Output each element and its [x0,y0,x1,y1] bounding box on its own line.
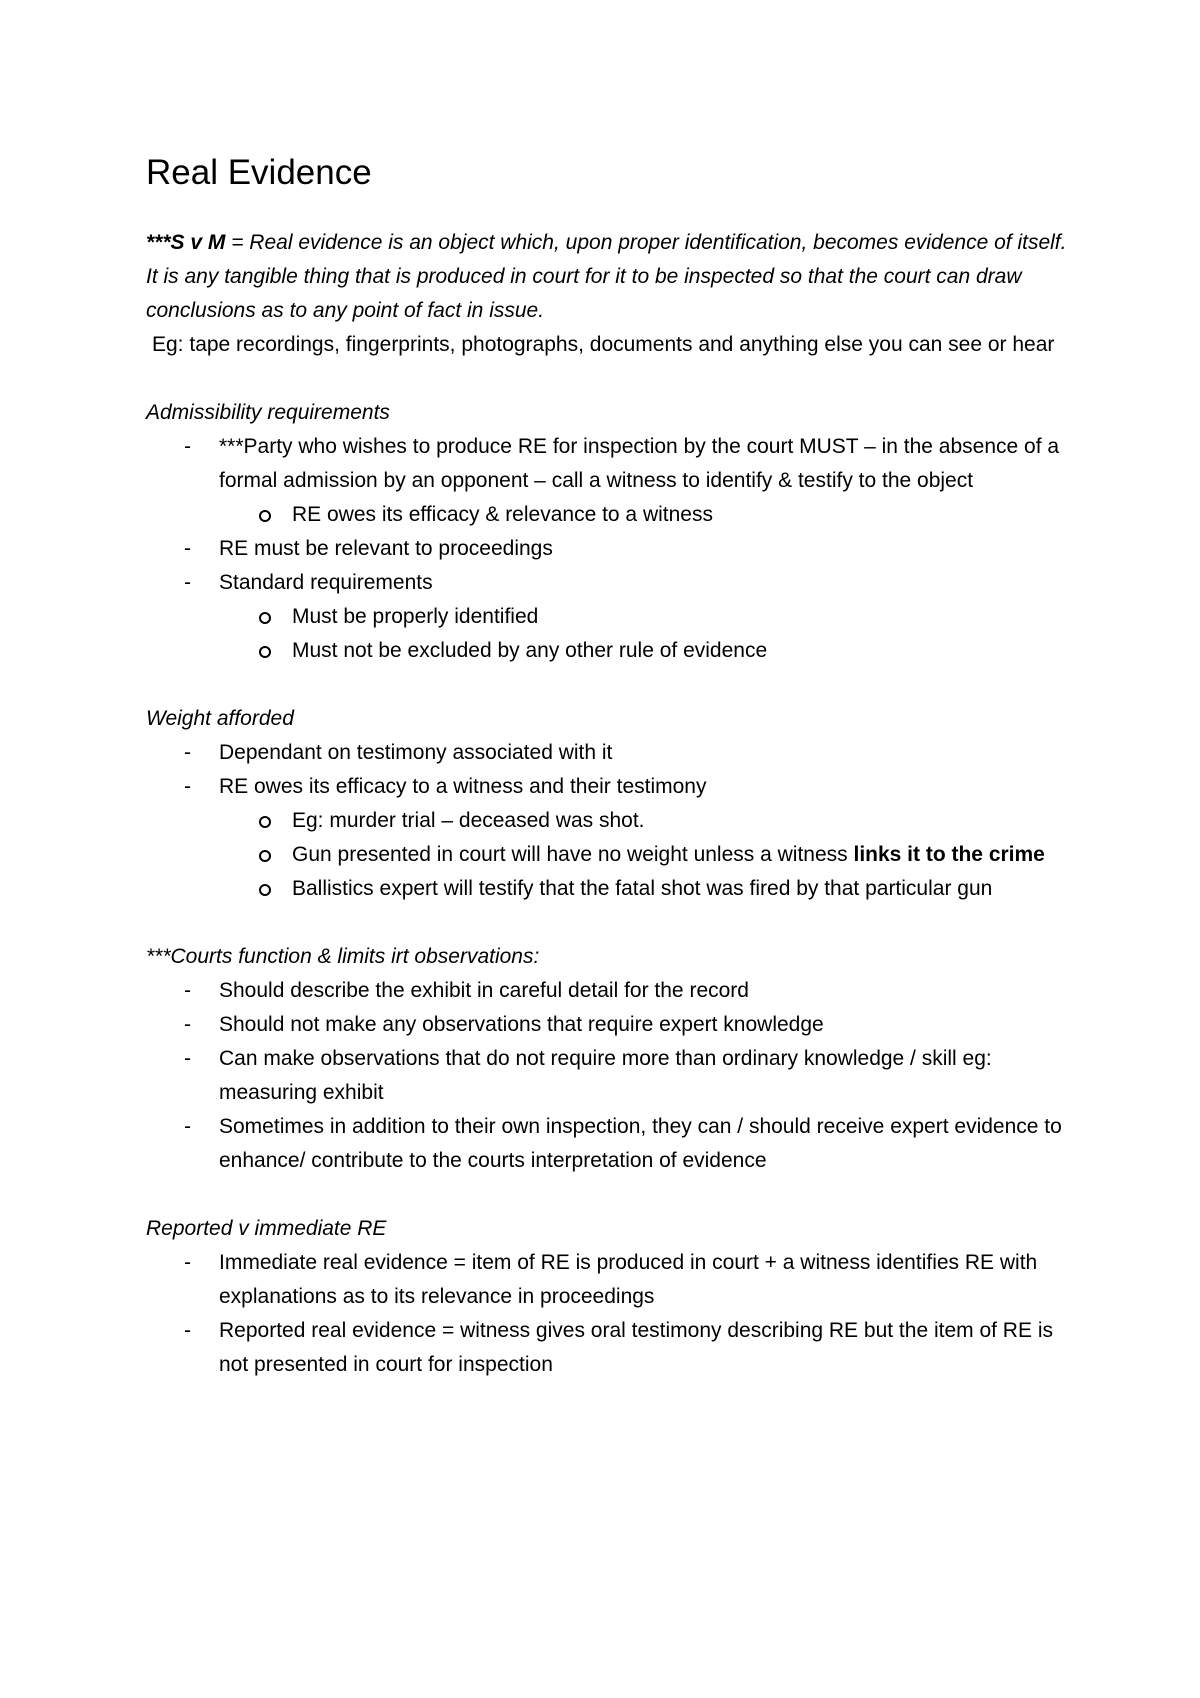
spacer [146,1178,1076,1212]
sub-list [219,804,1076,906]
sub-list-item [219,838,1076,872]
list-item-text: Should describe the exhibit in careful detail for the record [219,979,749,1002]
list-item [146,1042,1076,1110]
sub-list-item-text: Must not be excluded by any other rule of evidence [292,639,768,662]
sub-list [219,498,1076,532]
dash-bullet: - [184,1251,191,1274]
sub-list-item [219,634,1076,668]
dash-bullet: - [184,1013,191,1036]
reported-list [146,1246,1076,1382]
list-item-text: Immediate real evidence = item of RE is produced in court + a witness identifies RE with explanations as to its relevance in proceedings [219,1251,1038,1308]
spacer [146,906,1076,940]
circle-bullet-icon [259,612,271,624]
list-item [146,1314,1076,1382]
circle-bullet-icon [259,646,271,658]
sub-list-item-text: Must be properly identified [292,605,539,628]
intro-explanation: It is any tangible thing that is produced in court for it to be inspected so that the court can draw conclusions as to any point of fact in issue. [146,265,1022,322]
list-item [146,1008,1076,1042]
bold-text: links it to the crime [853,843,1045,866]
courts-list [146,974,1076,1178]
list-item-text: RE owes its efficacy to a witness and their testimony [219,775,707,798]
dash-bullet: - [184,1319,191,1342]
sub-list-item [219,872,1076,906]
list-item-text: Dependant on testimony associated with it [219,741,613,764]
list-item [146,1110,1076,1178]
definition-text: = Real evidence is an object which, upon proper identification, becomes evidence of itself. [225,231,1067,254]
admissibility-list [146,430,1076,668]
list-item-text: RE must be relevant to proceedings [219,537,553,560]
list-item [146,770,1076,906]
dash-bullet: - [184,1047,191,1070]
sub-list [219,600,1076,668]
list-item-text: Sometimes in addition to their own inspection, they can / should receive expert evidence to enhance/ contribute to the courts interpretation of evidence [219,1115,1062,1172]
list-item [146,736,1076,770]
dash-bullet: - [184,1115,191,1138]
document-content [146,148,1076,1382]
spacer [146,668,1076,702]
sub-list-item [219,600,1076,634]
circle-bullet-icon [259,510,271,522]
dash-bullet: - [184,435,191,458]
spacer [146,362,1076,396]
list-item [146,532,1076,566]
dash-bullet: - [184,775,191,798]
case-citation: ***S v M [146,231,226,254]
sub-list-item-text: Ballistics expert will testify that the fatal shot was fired by that particular gun [292,877,993,900]
weight-list [146,736,1076,906]
dash-bullet: - [184,571,191,594]
section-heading-reported: Reported v immediate RE [146,1217,387,1240]
list-item-text: Standard requirements [219,571,433,594]
dash-bullet: - [184,537,191,560]
sub-list-item-text: Eg: murder trial – deceased was shot. [292,809,645,832]
list-item [146,566,1076,668]
section-heading-courts: ***Courts function & limits irt observations: [146,945,540,968]
list-item [146,430,1076,532]
dash-bullet: - [184,979,191,1002]
list-item-text: Reported real evidence = witness gives oral testimony describing RE but the item of RE is not presented in court for inspection [219,1319,1053,1376]
list-item [146,974,1076,1008]
intro-example: Eg: tape recordings, fingerprints, photographs, documents and anything else you can see or hear [152,333,1055,356]
circle-bullet-icon [259,884,271,896]
circle-bullet-icon [259,850,271,862]
section-heading-admissibility: Admissibility requirements [146,401,390,424]
intro-definition [146,226,1076,260]
list-item-text: Can make observations that do not require more than ordinary knowledge / skill eg: measuring exhibit [219,1047,992,1104]
sub-list-item [219,498,1076,532]
circle-bullet-icon [259,816,271,828]
sub-list-item-text: RE owes its efficacy & relevance to a witness [292,503,713,526]
list-item-text: ***Party who wishes to produce RE for inspection by the court MUST – in the absence of a formal admission by an opponent – call a witness to identify & testify to the object [219,435,1060,492]
list-item-text: Should not make any observations that require expert knowledge [219,1013,824,1036]
sub-list-item [219,804,1076,838]
section-heading-weight: Weight afforded [146,707,294,730]
list-item [146,1246,1076,1314]
page-title: Real Evidence [146,153,372,192]
sub-list-item-text: Gun presented in court will have no weight unless a witness [292,843,854,866]
dash-bullet: - [184,741,191,764]
